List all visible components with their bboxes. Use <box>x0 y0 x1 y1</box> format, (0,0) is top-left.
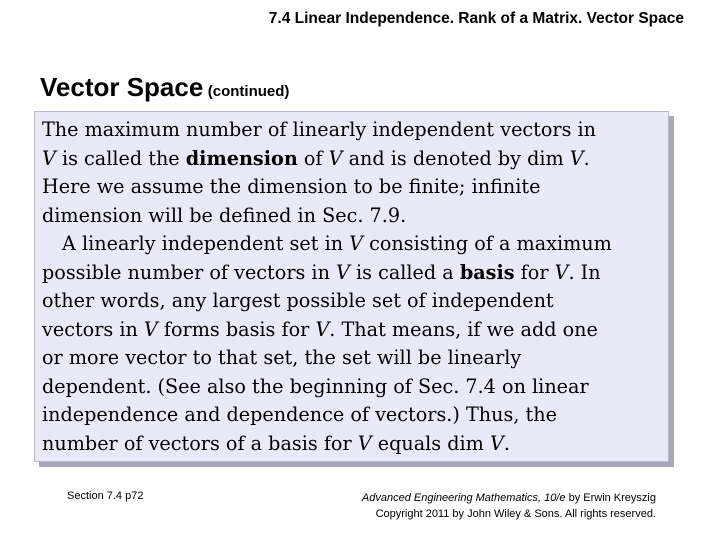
slide-title-main: Vector Space <box>40 72 204 102</box>
body-text: is called the <box>55 146 186 170</box>
body-text: dependent. (See also the beginning of Sec. 7.4 on linear <box>42 374 589 398</box>
body-text: number of vectors of a basis for <box>42 431 358 455</box>
body-text: or more vector to that set, the set will be linearly <box>42 346 522 369</box>
body-line <box>42 116 668 145</box>
footer-book-author: by Erwin Kreyszig <box>565 492 656 504</box>
math-variable: V <box>349 232 364 255</box>
body-line <box>42 202 668 231</box>
body-text: . That means, if we add one <box>329 317 598 341</box>
body-text: A linearly independent set in <box>62 232 350 255</box>
body-text: for <box>514 260 555 284</box>
body-line <box>42 316 668 345</box>
body-text: of <box>297 146 329 170</box>
footer-section: Section 7.4 p72 <box>67 490 144 502</box>
body-text: . In <box>568 260 601 284</box>
body-text: . <box>503 431 510 455</box>
body-line <box>42 173 668 202</box>
body-line <box>42 259 668 288</box>
body-line <box>42 430 668 459</box>
bold-term: basis <box>459 260 515 284</box>
body-text: . <box>583 146 590 170</box>
footer-copyright: Copyright 2011 by John Wiley & Sons. All rights reserved. <box>375 508 656 520</box>
math-variable: V <box>315 317 330 341</box>
math-variable: V <box>357 431 372 455</box>
slide-title-sub: (continued) <box>207 83 290 100</box>
footer-credit <box>362 490 656 522</box>
body-text: Here we assume the dimension to be finite; infinite <box>42 175 541 198</box>
math-variable: V <box>42 146 56 170</box>
body-text: is called a <box>349 260 460 284</box>
body-line <box>42 145 668 174</box>
body-text: vectors in <box>42 317 144 341</box>
math-variable: V <box>328 146 343 170</box>
body-line <box>42 344 668 373</box>
content-box <box>34 111 669 462</box>
body-text: consisting of a maximum <box>363 232 612 255</box>
math-variable: V <box>489 431 504 455</box>
math-variable: V <box>143 317 158 341</box>
body-line <box>42 373 668 402</box>
body-text: dimension will be defined in Sec. 7.9. <box>42 203 407 227</box>
body-text: independence and dependence of vectors.) Thus, the <box>42 403 557 426</box>
math-variable: V <box>569 146 584 170</box>
body-text: equals dim <box>371 431 490 455</box>
body-line <box>42 230 668 259</box>
body-text: other words, any largest possible set of independent <box>42 289 554 312</box>
body-text: The maximum number of linearly independent vectors in <box>42 118 597 141</box>
bold-term: dimension <box>185 146 298 170</box>
math-variable: V <box>554 260 569 284</box>
body-text: possible number of vectors in <box>42 260 337 284</box>
body-text: and is denoted by dim <box>342 146 570 170</box>
body-line <box>42 287 668 316</box>
math-variable: V <box>336 260 350 284</box>
footer-book-line <box>362 490 656 506</box>
footer-book-title: Advanced Engineering Mathematics, 10/e <box>361 492 566 504</box>
slide-header: 7.4 Linear Independence. Rank of a Matrix. Vector Space <box>268 10 684 27</box>
slide-title <box>40 72 289 103</box>
body-line <box>42 401 668 430</box>
body-text: forms basis for <box>157 317 316 341</box>
